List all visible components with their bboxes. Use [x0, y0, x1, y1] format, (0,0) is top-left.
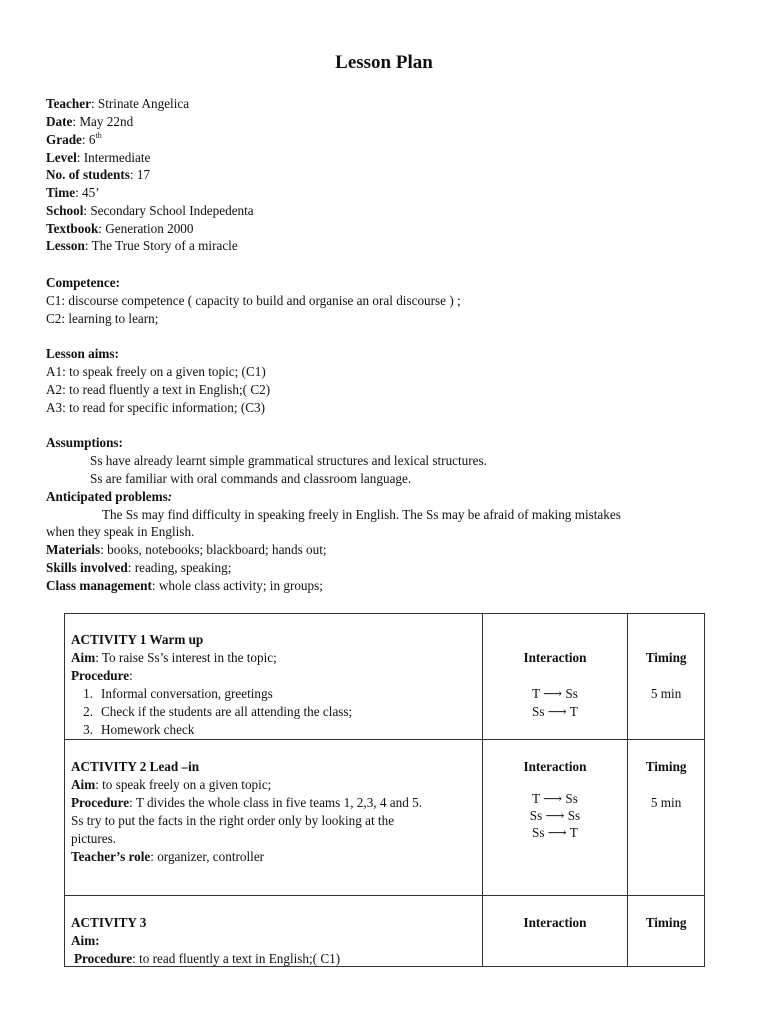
timing-header: Timing: [645, 915, 687, 930]
activity-2-procedure: Procedure: T divides the whole class in five teams 1, 2,3, 4 and 5.: [71, 795, 422, 810]
interaction-header: Interaction: [523, 759, 587, 774]
activity-2-procedure-cont: Ss try to put the facts in the right order only by looking at the: [71, 813, 395, 828]
activity-2-procedure-cont: pictures.: [71, 831, 117, 846]
competence-heading: Competence:: [46, 275, 120, 290]
students-row: [46, 166, 150, 183]
timing-value: 5 min: [650, 686, 682, 701]
competence-item: C2: learning to learn;: [46, 311, 159, 326]
page-title: Lesson Plan: [335, 52, 433, 73]
grade-row: [46, 131, 102, 148]
management-row: [46, 577, 323, 594]
aim-item: A2: to read fluently a text in English;( C2): [46, 382, 271, 397]
activity-1-interaction: [482, 614, 628, 740]
grade-label: Grade: [46, 132, 82, 147]
procedure-step: 3. Homework check: [83, 722, 195, 737]
level-value: : Intermediate: [76, 150, 151, 165]
activity-1-title: ACTIVITY 1 Warm up: [71, 632, 204, 647]
aim-item: A1: to speak freely on a given topic; (C1): [46, 364, 266, 379]
management-label: Class management: [46, 578, 152, 593]
materials-value: : books, notebooks; blackboard; hands out;: [100, 542, 327, 557]
textbook-row: [46, 220, 194, 237]
skills-row: [46, 559, 231, 576]
lesson-label: Lesson: [46, 238, 85, 253]
grade-suffix: th: [95, 131, 102, 140]
time-value: : 45’: [75, 185, 100, 200]
problems-text: The Ss may find difficulty in speaking freely in English. The Ss may be afraid of making mistakes: [102, 507, 621, 522]
assumptions-heading: Assumptions:: [46, 435, 123, 450]
activity-2-description: [65, 740, 483, 896]
activity-1-timing: [628, 614, 705, 740]
interaction-value: Ss ⟶ T: [532, 704, 578, 719]
activity-3-procedure: Procedure: to read fluently a text in English;( C1): [74, 951, 341, 966]
aims-heading: Lesson aims:: [46, 346, 119, 361]
activity-row-2: [65, 740, 705, 896]
timing-value: 5 min: [650, 795, 682, 810]
procedure-step: 1. Informal conversation, greetings: [83, 686, 273, 701]
activity-1-procedure: Procedure:: [71, 668, 133, 683]
activity-3-title: ACTIVITY 3: [71, 915, 147, 930]
interaction-value: T ⟶ Ss: [532, 791, 578, 806]
students-value: : 17: [129, 167, 151, 182]
skills-label: Skills involved: [46, 560, 128, 575]
level-label: Level: [46, 150, 77, 165]
activities-table: [64, 613, 705, 967]
interaction-value: Ss ⟶ Ss: [529, 808, 581, 823]
level-row: [46, 149, 150, 166]
activity-2-teacher-role: Teacher’s role: organizer, controller: [71, 849, 265, 864]
competence-item: C1: discourse competence ( capacity to build and organise an oral discourse ) ;: [46, 293, 461, 308]
textbook-value: : Generation 2000: [98, 221, 194, 236]
time-label: Time: [46, 185, 76, 200]
date-label: Date: [46, 114, 73, 129]
timing-header: Timing: [645, 650, 687, 665]
activity-2-aim: Aim: to speak freely on a given topic;: [71, 777, 272, 792]
materials-label: Materials: [46, 542, 101, 557]
interaction-value: Ss ⟶ T: [532, 825, 578, 840]
date-row: [46, 113, 133, 130]
aim-item: A3: to read for specific information; (C3): [46, 400, 265, 415]
procedure-step: 2. Check if the students are all attending the class;: [83, 704, 353, 719]
timing-header: Timing: [645, 759, 687, 774]
teacher-label: Teacher: [46, 96, 91, 111]
lesson-value: : The True Story of a miracle: [84, 238, 238, 253]
school-label: School: [46, 203, 84, 218]
activity-1-aim: Aim: To raise Ss’s interest in the topic;: [71, 650, 277, 665]
school-value: : Secondary School Indepedenta: [83, 203, 254, 218]
skills-value: : reading, speaking;: [127, 560, 232, 575]
interaction-header: Interaction: [523, 915, 587, 930]
activity-row-3: [65, 896, 705, 967]
grade-value: : 6: [81, 132, 96, 147]
activity-3-interaction: [482, 896, 628, 967]
date-value: : May 22nd: [72, 114, 134, 129]
activity-2-title: ACTIVITY 2 Lead –in: [71, 759, 200, 774]
activity-3-aim: Aim:: [71, 933, 100, 948]
problems-heading: Anticipated problems:: [46, 489, 173, 504]
textbook-label: Textbook: [46, 221, 99, 236]
materials-row: [46, 541, 327, 558]
activity-2-timing: [628, 740, 705, 896]
interaction-header: Interaction: [523, 650, 587, 665]
students-label: No. of students: [46, 167, 130, 182]
interaction-value: T ⟶ Ss: [532, 686, 578, 701]
assumption-item: Ss are familiar with oral commands and classroom language.: [90, 471, 412, 486]
teacher-value: : Strinate Angelica: [90, 96, 190, 111]
activity-3-description: [65, 896, 483, 967]
lesson-row: [46, 237, 238, 254]
activity-1-description: [65, 614, 483, 740]
time-row: [46, 184, 100, 201]
activity-2-interaction: [482, 740, 628, 896]
school-row: [46, 202, 254, 219]
teacher-row: [46, 95, 189, 112]
activity-row-1: [65, 614, 705, 740]
management-value: : whole class activity; in groups;: [151, 578, 323, 593]
problems-text-cont: when they speak in English.: [46, 524, 195, 539]
assumption-item: Ss have already learnt simple grammatical structures and lexical structures.: [90, 453, 487, 468]
activity-3-timing: [628, 896, 705, 967]
